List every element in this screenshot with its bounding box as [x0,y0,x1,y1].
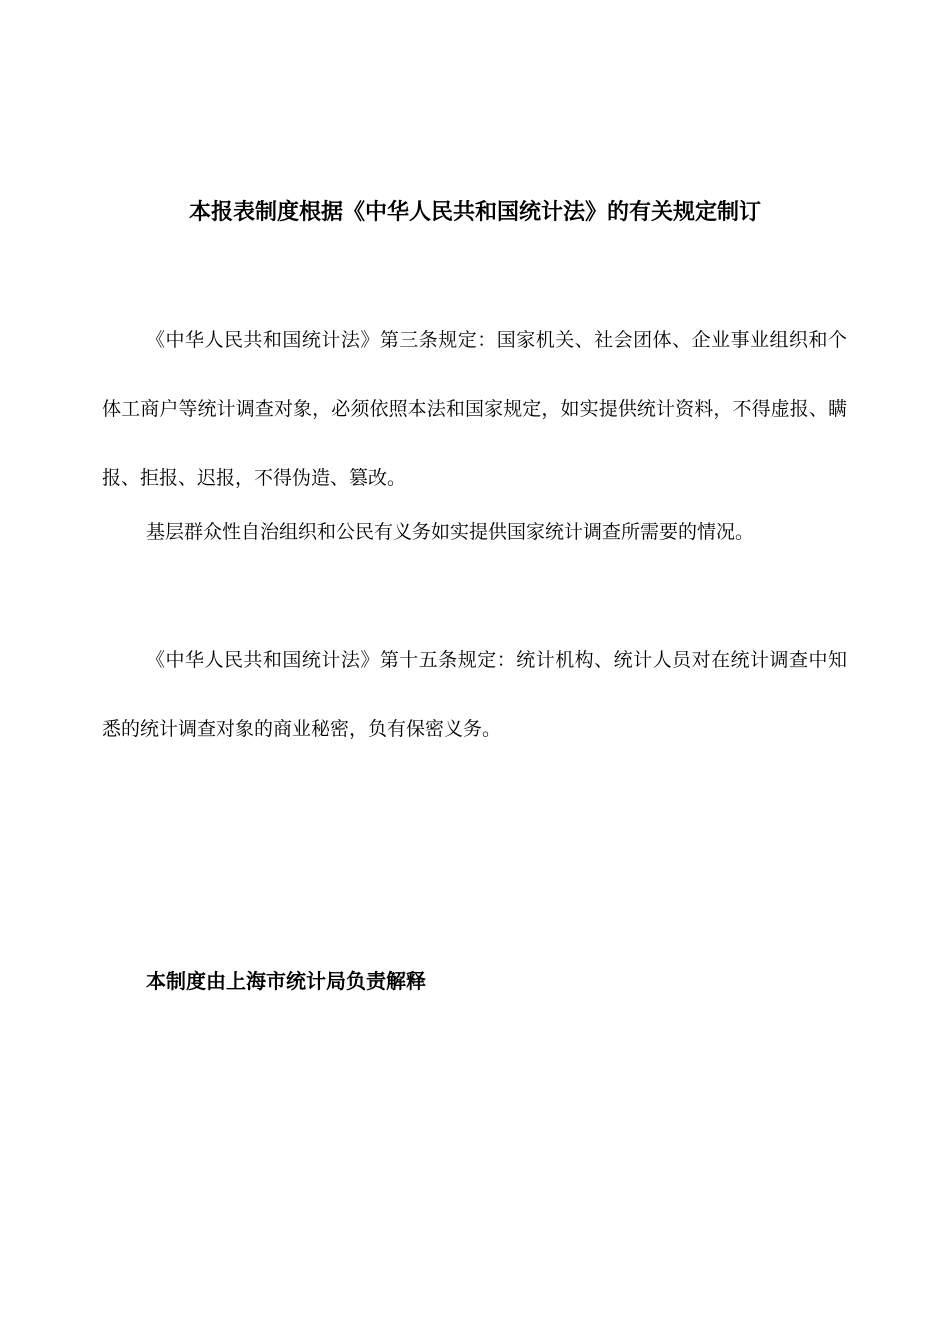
paragraph-article-15: 《中华人民共和国统计法》第十五条规定：统计机构、统计人员对在统计调查中知悉的统计调查对象的商业秘密，负有保密义务。 [102,649,847,740]
document-heading: 本报表制度根据《中华人民共和国统计法》的有关规定制订 [188,200,761,225]
paragraph-article-3: 《中华人民共和国统计法》第三条规定：国家机关、社会团体、企业事业组织和个体工商户等统计调查对象，必须依照本法和国家规定，如实提供统计资料，不得虚报、瞒报、拒报、迟报，不得伪造、篡改。 [102,329,847,489]
paragraph-citizen-obligation: 基层群众性自治组织和公民有义务如实提供国家统计调查所需要的情况。 [146,521,755,543]
interpretation-note: 本制度由上海市统计局负责解释 [146,969,426,993]
